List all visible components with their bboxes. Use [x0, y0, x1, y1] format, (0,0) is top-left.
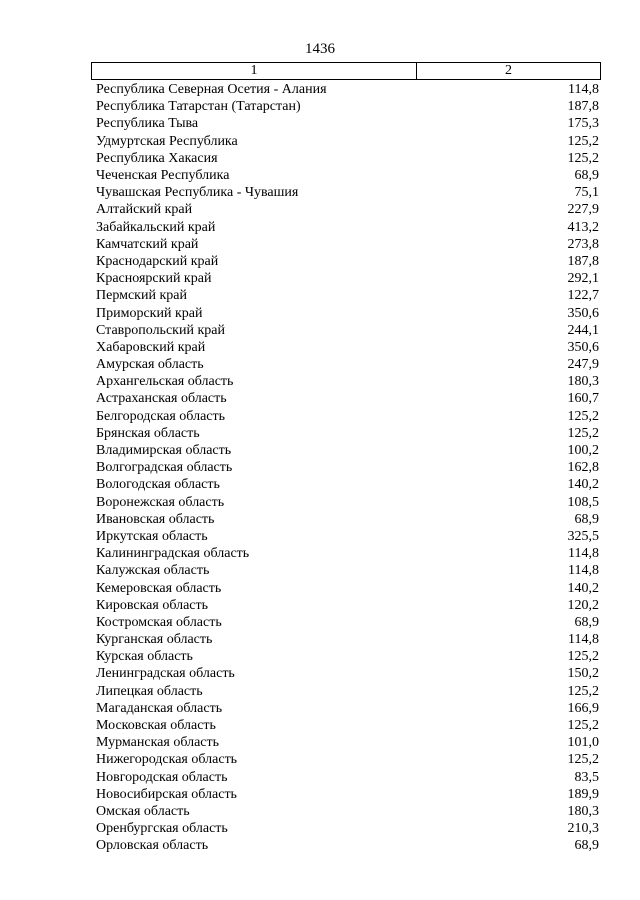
region-name: Оренбургская область — [96, 821, 228, 837]
region-name: Вологодская область — [96, 477, 220, 493]
region-value: 350,6 — [567, 305, 599, 321]
table-row — [91, 408, 601, 425]
region-name: Мурманская область — [96, 735, 220, 751]
region-value: 125,2 — [567, 649, 599, 665]
region-name: Республика Хакасия — [96, 150, 218, 166]
region-name: Ставропольский край — [96, 322, 225, 338]
table-row — [91, 442, 601, 459]
region-name: Московская область — [96, 718, 216, 734]
region-name: Белгородская область — [96, 408, 226, 424]
table-row — [91, 597, 601, 614]
table-row — [91, 390, 601, 407]
region-value: 273,8 — [567, 236, 599, 252]
region-name: Костромская область — [96, 614, 222, 630]
region-name: Новгородская область — [96, 769, 228, 785]
table-row — [91, 287, 601, 304]
region-name: Ленинградская область — [96, 666, 235, 682]
table-body — [91, 81, 601, 854]
table-row — [91, 528, 601, 545]
region-value: 189,9 — [567, 786, 599, 802]
region-value: 125,2 — [567, 683, 599, 699]
table-row — [91, 803, 601, 820]
region-name: Кировская область — [96, 597, 209, 613]
region-name: Курская область — [96, 649, 193, 665]
column-header-2: 2 — [505, 63, 512, 78]
table-row — [91, 304, 601, 321]
table-row — [91, 717, 601, 734]
region-name: Камчатский край — [96, 236, 199, 252]
region-value: 244,1 — [567, 322, 599, 338]
region-name: Нижегородская область — [96, 752, 238, 768]
region-value: 122,7 — [567, 288, 599, 304]
region-name: Магаданская область — [96, 700, 223, 716]
region-value: 100,2 — [567, 443, 599, 459]
region-name: Новосибирская область — [96, 786, 237, 802]
region-name: Калужская область — [96, 563, 210, 579]
region-name: Калининградская область — [96, 546, 250, 562]
region-value: 114,8 — [568, 82, 599, 98]
region-name: Пермский край — [96, 288, 187, 304]
table-row — [91, 81, 601, 98]
region-value: 125,2 — [567, 718, 599, 734]
page-number: 1436 — [305, 41, 335, 57]
region-name: Орловская область — [96, 838, 209, 854]
region-value: 114,8 — [568, 563, 599, 579]
region-value: 180,3 — [567, 803, 599, 819]
table-row — [91, 184, 601, 201]
region-name: Краснодарский край — [96, 253, 219, 269]
region-value: 150,2 — [567, 666, 599, 682]
table-row — [91, 511, 601, 528]
region-name: Курганская область — [96, 632, 213, 648]
table-row — [91, 648, 601, 665]
region-value: 247,9 — [567, 357, 599, 373]
region-value: 101,0 — [567, 735, 599, 751]
region-value: 125,2 — [567, 425, 599, 441]
region-name: Чеченская Республика — [96, 168, 230, 184]
region-name: Владимирская область — [96, 443, 232, 459]
region-name: Чувашская Республика - Чувашия — [96, 185, 299, 201]
table-row — [91, 115, 601, 132]
region-name: Забайкальский край — [96, 219, 216, 235]
region-value: 292,1 — [567, 271, 599, 287]
region-value: 350,6 — [567, 339, 599, 355]
region-name: Ивановская область — [96, 511, 215, 527]
table-row — [91, 631, 601, 648]
region-value: 120,2 — [567, 597, 599, 613]
region-value: 125,2 — [567, 133, 599, 149]
region-value: 108,5 — [567, 494, 599, 510]
table-row — [91, 425, 601, 442]
region-name: Архангельская область — [96, 374, 234, 390]
table-row — [91, 734, 601, 751]
region-value: 166,9 — [567, 700, 599, 716]
region-name: Республика Татарстан (Татарстан) — [96, 99, 301, 115]
region-value: 114,8 — [568, 632, 599, 648]
region-value: 325,5 — [567, 528, 599, 544]
table-row — [91, 339, 601, 356]
region-name: Астраханская область — [96, 391, 227, 407]
table-row — [91, 356, 601, 373]
table-row — [91, 751, 601, 768]
table-row — [91, 201, 601, 218]
region-value: 187,8 — [567, 99, 599, 115]
table-row — [91, 253, 601, 270]
table-header — [91, 62, 601, 80]
table-row — [91, 133, 601, 150]
region-value: 125,2 — [567, 150, 599, 166]
region-name: Брянская область — [96, 425, 200, 441]
table-row — [91, 700, 601, 717]
table-row — [91, 545, 601, 562]
table-row — [91, 150, 601, 167]
region-value: 210,3 — [567, 821, 599, 837]
region-value: 75,1 — [574, 185, 599, 201]
table-row — [91, 373, 601, 390]
region-name: Омская область — [96, 803, 190, 819]
region-value: 68,9 — [574, 614, 599, 630]
table-row — [91, 236, 601, 253]
table-row — [91, 494, 601, 511]
table-row — [91, 665, 601, 682]
data-table — [91, 62, 601, 854]
region-value: 227,9 — [567, 202, 599, 218]
region-value: 175,3 — [567, 116, 599, 132]
column-header-1: 1 — [92, 63, 417, 79]
region-name: Алтайский край — [96, 202, 193, 218]
region-value: 180,3 — [567, 374, 599, 390]
region-name: Липецкая область — [96, 683, 203, 699]
region-value: 68,9 — [574, 168, 599, 184]
table-row — [91, 322, 601, 339]
table-row — [91, 837, 601, 854]
region-value: 125,2 — [567, 408, 599, 424]
region-name: Республика Тыва — [96, 116, 199, 132]
table-row — [91, 459, 601, 476]
table-row — [91, 820, 601, 837]
region-value: 140,2 — [567, 580, 599, 596]
region-value: 114,8 — [568, 546, 599, 562]
region-name: Удмуртская Республика — [96, 133, 238, 149]
region-value: 125,2 — [567, 752, 599, 768]
region-value: 162,8 — [567, 460, 599, 476]
table-row — [91, 579, 601, 596]
region-name: Республика Северная Осетия - Алания — [96, 82, 327, 98]
region-value: 140,2 — [567, 477, 599, 493]
table-row — [91, 476, 601, 493]
region-value: 68,9 — [574, 838, 599, 854]
region-value: 187,8 — [567, 253, 599, 269]
region-name: Хабаровский край — [96, 339, 206, 355]
region-value: 68,9 — [574, 511, 599, 527]
region-value: 160,7 — [567, 391, 599, 407]
region-name: Воронежская область — [96, 494, 225, 510]
table-row — [91, 219, 601, 236]
table-row — [91, 769, 601, 786]
region-name: Иркутская область — [96, 528, 208, 544]
region-name: Красноярский край — [96, 271, 212, 287]
region-name: Амурская область — [96, 357, 204, 373]
region-value: 413,2 — [567, 219, 599, 235]
table-row — [91, 683, 601, 700]
table-row — [91, 270, 601, 287]
table-row — [91, 167, 601, 184]
table-row — [91, 614, 601, 631]
region-name: Волгоградская область — [96, 460, 233, 476]
table-row — [91, 98, 601, 115]
region-value: 83,5 — [574, 769, 599, 785]
table-row — [91, 786, 601, 803]
region-name: Кемеровская область — [96, 580, 222, 596]
table-row — [91, 562, 601, 579]
region-name: Приморский край — [96, 305, 203, 321]
